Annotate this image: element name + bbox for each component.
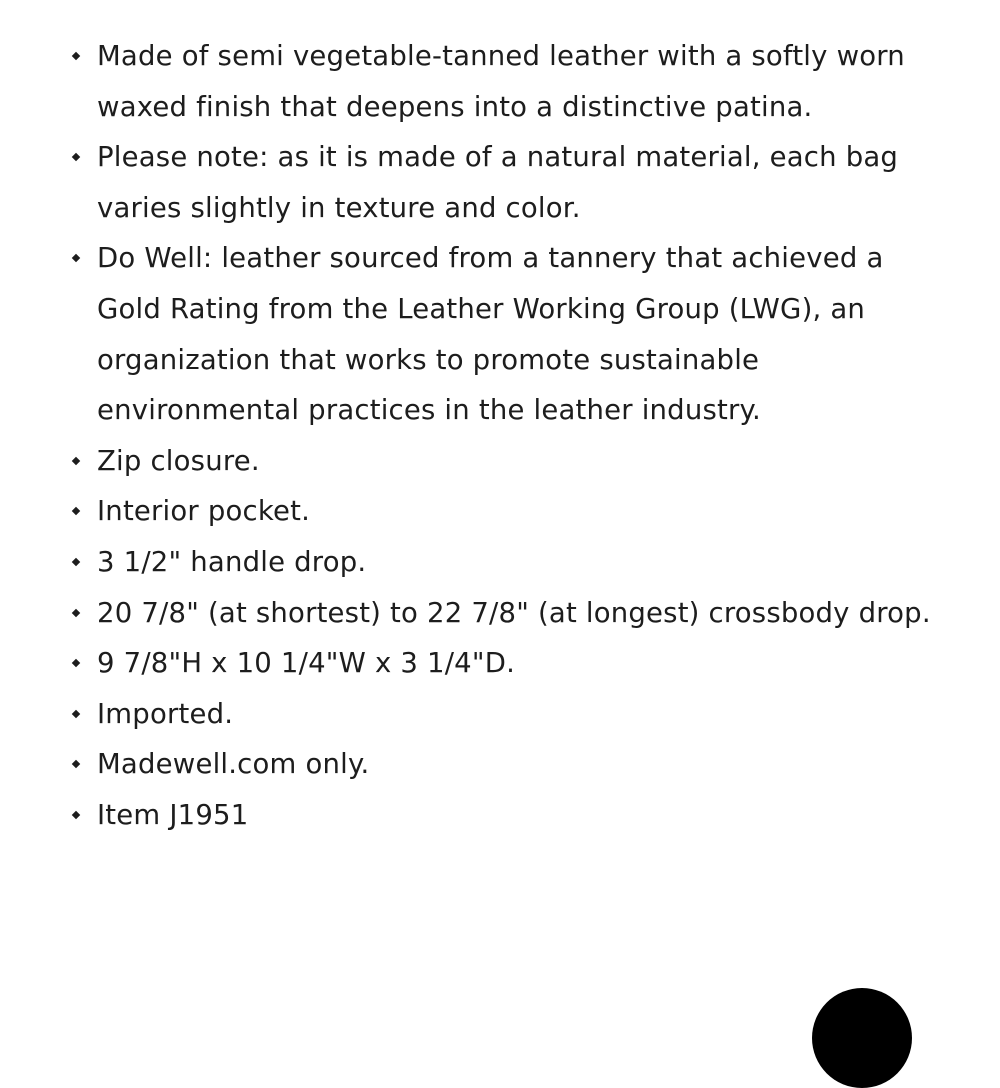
list-item: [0, 436, 1000, 487]
list-item: [0, 689, 1000, 740]
list-item-text: 3 1/2" handle drop.: [97, 545, 367, 578]
list-item-text: 9 7/8"H x 10 1/4"W x 3 1/4"D.: [97, 647, 516, 680]
floating-action-button[interactable]: [812, 988, 912, 1088]
list-item-text: Zip closure.: [97, 444, 260, 477]
bullet-icon: [72, 709, 80, 717]
list-item-text: Interior pocket.: [97, 495, 311, 528]
list-item-text: Madewell.com only.: [97, 748, 370, 781]
bullet-icon: [72, 507, 80, 515]
bullet-icon: [72, 811, 80, 819]
bullet-icon: [72, 52, 80, 60]
list-item: [0, 537, 1000, 588]
bullet-icon: [72, 254, 80, 262]
list-item: [0, 132, 1000, 233]
bullet-icon: [72, 153, 80, 161]
list-item: [0, 486, 1000, 537]
list-item: [0, 588, 1000, 639]
product-details-list: [0, 31, 1000, 841]
list-item: [0, 233, 1000, 435]
list-item-text: Do Well: leather sourced from a tannery that achieved a Gold Rating from the Leather Working Group (LWG), an organization that works to promote sustainable environmental practices in the leather industry.: [97, 242, 884, 427]
list-item-text: Made of semi vegetable-tanned leather with a softly worn waxed finish that deepens into a distinctive patina.: [97, 40, 905, 123]
list-item-text: Imported.: [97, 697, 234, 730]
bullet-icon: [72, 457, 80, 465]
bullet-icon: [72, 608, 80, 616]
list-item: [0, 739, 1000, 790]
list-item-text: Item J1951: [97, 798, 249, 831]
bullet-icon: [72, 760, 80, 768]
list-item: [0, 790, 1000, 841]
bullet-icon: [72, 659, 80, 667]
list-item: [0, 638, 1000, 689]
list-item-text: Please note: as it is made of a natural material, each bag varies slightly in texture and color.: [97, 141, 899, 224]
bullet-icon: [72, 558, 80, 566]
list-item-text: 20 7/8" (at shortest) to 22 7/8" (at longest) crossbody drop.: [97, 596, 931, 629]
list-item: [0, 31, 1000, 132]
